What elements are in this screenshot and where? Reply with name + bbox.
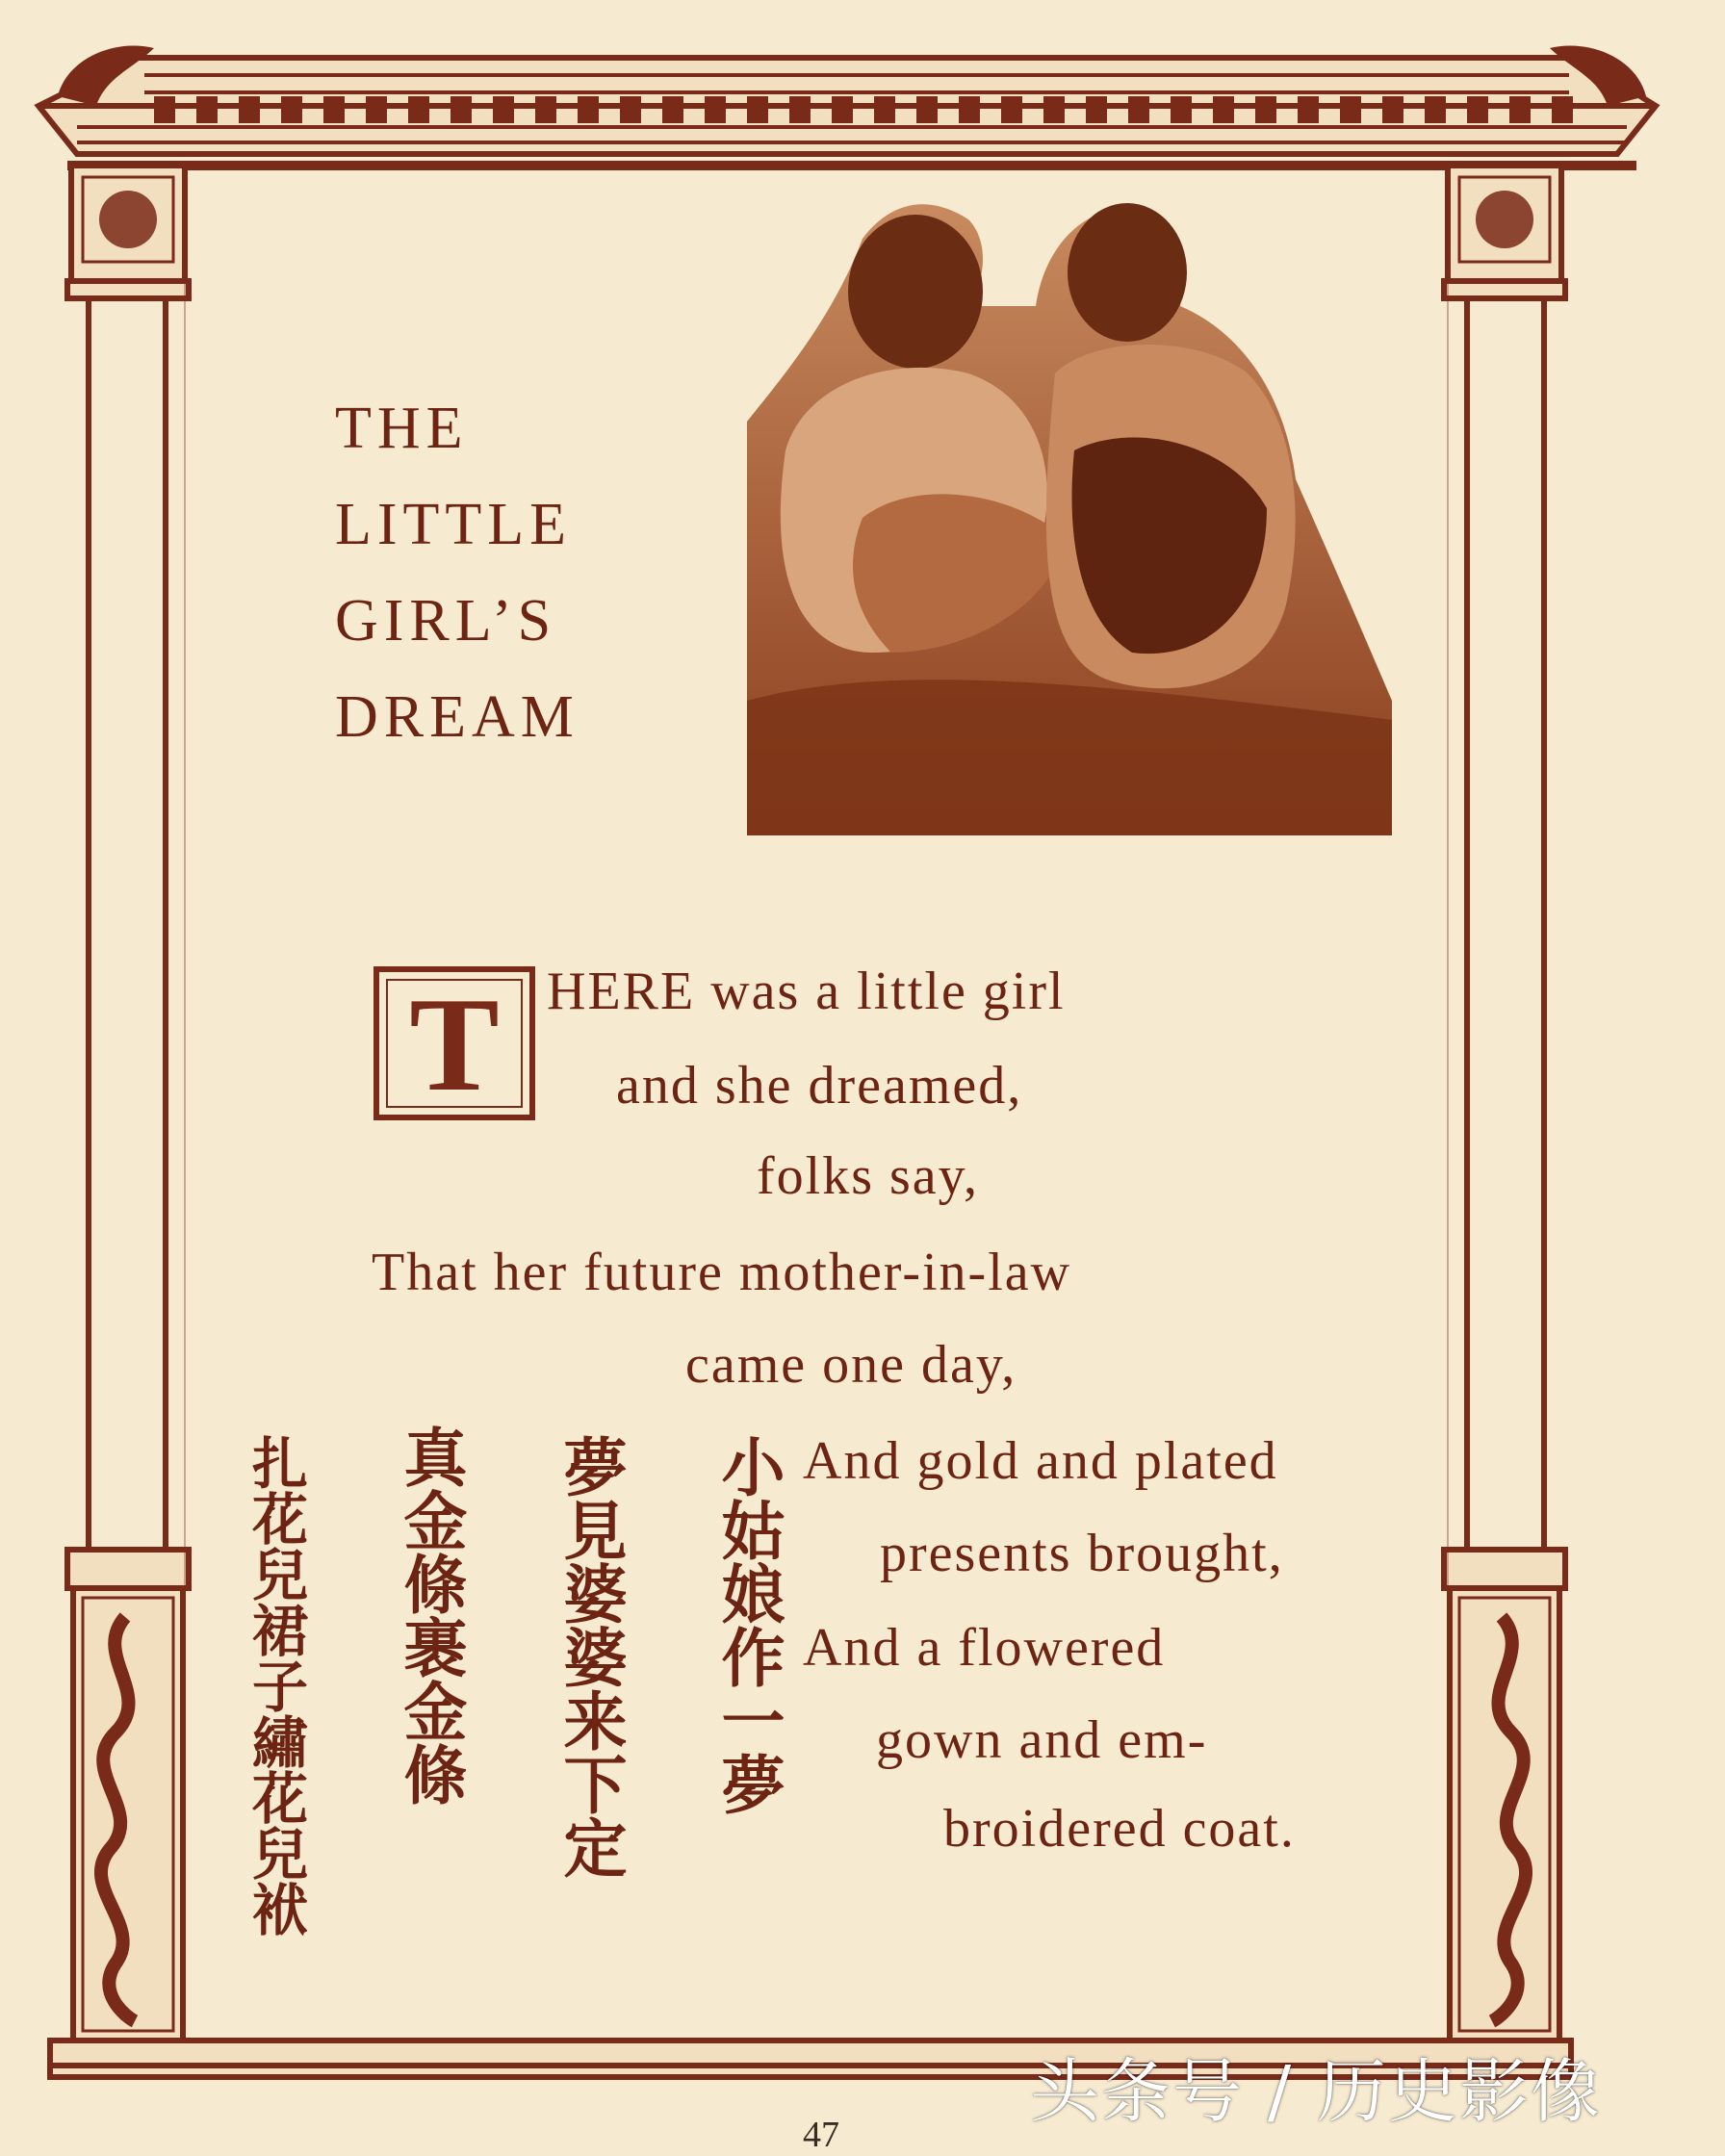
poem-line: gown and em- [876,1710,1208,1770]
chinese-column: 夢見婆婆来下定 [553,1434,627,1879]
poem-line: That her future mother-in-law [372,1243,1072,1302]
chinese-column: 小姑娘作一夢 [710,1434,785,1815]
poem-line: And gold and plated [803,1431,1278,1491]
poem-line: presents brought, [880,1524,1284,1583]
watermark-text: 头条号 / 历史影像 [1030,2051,1603,2132]
chinese-column: 扎花兒裙子繡花兒袱 [243,1434,308,1937]
poem-line: And a flowered [803,1618,1166,1678]
poem-line: HERE was a little girl [547,962,1066,1021]
title-line: THE [335,396,469,461]
page-number: 47 [803,2115,839,2155]
title-line: DREAM [335,684,579,750]
poem-line: came one day, [685,1335,1017,1395]
poem-line: broidered coat. [943,1799,1296,1859]
dropcap-letter: T [409,970,500,1119]
title-line: GIRL’S [335,588,557,654]
poem-line: folks say, [757,1146,980,1206]
poem-line: and she dreamed, [616,1056,1023,1116]
title-line: LITTLE [335,492,573,557]
chinese-column: 真金條裹金條 [393,1424,467,1806]
